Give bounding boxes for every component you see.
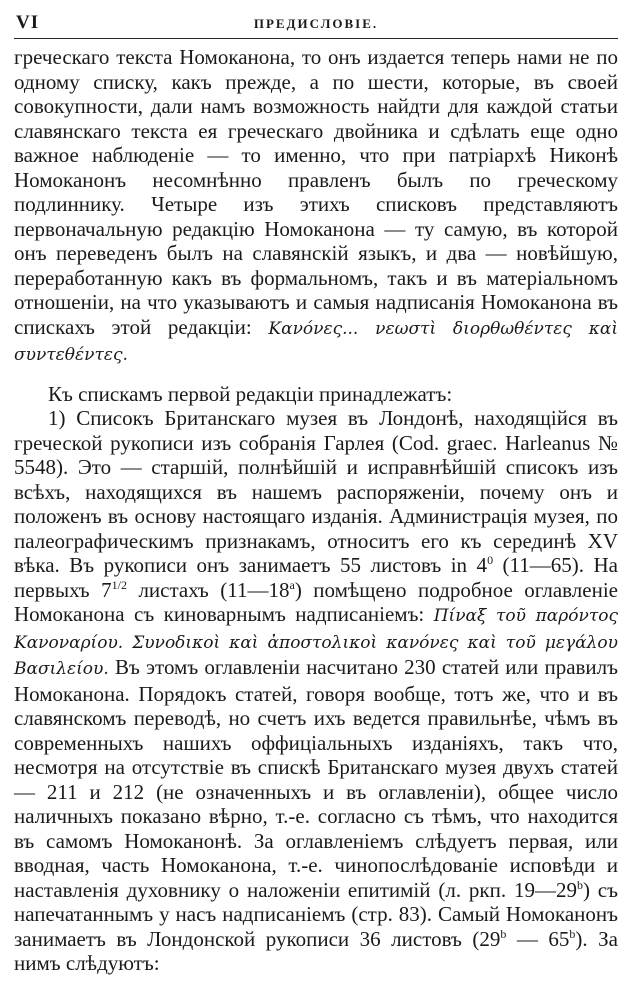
paragraph-text: ) съ напечатаннымъ у насъ надписаніемъ (стр. 83). Самый Номоканонъ занимаетъ въ Лондонской рукописи 36 листовъ (29 [14,877,618,951]
paragraph-text: ) помѣщено подробное оглавленіе Номоканона съ киноварнымъ надписаніемъ: [14,577,618,626]
superscript: b [569,926,576,941]
paragraph-text: 1) Списокъ Британскаго музея въ Лондонѣ, находящійся въ греческой рукописи изъ собранія Гарлея (Cod. graec. Harleanus № 5548). Это — старшій, полнѣйшій и исправнѣйшій списокъ изъ всѣхъ, находящихся въ нашемъ распоряженіи, почему онъ и положенъ въ основу настоящаго изданія. Администрація музея, по палеографическимъ признакамъ, относитъ его къ серединѣ XV вѣка. Въ рукописи онъ занимаетъ 55 листовъ in 4 [14,406,618,577]
book-page [14,6,618,976]
paragraph-continuation [14,45,618,368]
running-title: ПРЕДИСЛОВІЕ. [253,16,379,31]
paragraph-text: Въ этомъ оглавленіи насчитано 230 статей или правилъ Номоканона. Порядокъ статей, говоря вообще, тотъ же, что и въ славянскомъ переводѣ, но счетъ ихъ ведется правильнѣе, чѣмъ въ современныхъ нашихъ оффиціальныхъ изданіяхъ, такъ что, несмотря на отсутствіе въ спискѣ Британскаго музея двухъ статей — 211 и 212 (не означенныхъ и въ оглавленіи), общее число наличныхъ показано вѣрно, т.-е. согласно съ тѣмъ, что находится въ самомъ Номоканонѣ. За оглавленіемъ слѣдуетъ первая, или вводная, часть Номоканона, т.-е. чинопослѣдованіе исповѣди и наставленія духовнику о наложеніи епитимій (л. ркп. 19—29 [14,655,619,902]
superscript: 0 [487,553,494,567]
paragraph-text: ). За нимъ слѣдуютъ: [14,926,618,975]
paragraph-text: Къ спискамъ первой редакціи принадлежатъ: [48,381,453,406]
page-number: VI [16,12,40,33]
superscript: b [500,926,507,941]
greek-quote: Πίναξ τοῦ παρόντος Κανοναρίου. Συνοδικοὶ καὶ ἀποστολικοὶ κανόνες καὶ τοῦ μεγάλου Βασιλείου. [14,606,618,679]
greek-quote: Κανόνες... νεωστὶ διορθωθέντες καὶ συντεθέντες. [14,318,618,365]
page-header [14,6,618,39]
paragraph-text: греческаго текста Номоканона, то онъ издается теперь нами не по одному списку, какъ прежде, а по шести, которые, въ своей совокупности, дали намъ возможность найдти для каждой статьи славянскаго текста ея греческаго двойника и сдѣлать еще одно важное наблюденіе — то именно, что при патріархѣ Никонѣ Номоканонъ несомнѣнно правленъ былъ по греческому подлиннику. Четыре изъ этихъ списковъ представляютъ первоначальную редакцію Номоканона — ту самую, въ которой онъ переведенъ былъ на славянскій языкъ, и два — новѣйшую, переработанную какъ въ формальномъ, такъ и въ матеріальномъ отношеніи, на что указываютъ и самыя надписанія Номоканона въ спискахъ этой редакціи: [14,45,618,339]
superscript: a [289,577,295,592]
body-text [14,45,618,976]
paragraph-text: листахъ (11—18 [126,577,290,602]
superscript: b [576,877,583,892]
paragraph-text: — 65 [506,926,570,951]
paragraph-text: (11—65). На первыхъ 7 [14,553,618,602]
paragraph-list-item-1 [14,406,618,976]
paragraph-gap [14,368,618,382]
fraction: 1/2 [111,577,127,592]
paragraph-lead-in [14,382,618,407]
